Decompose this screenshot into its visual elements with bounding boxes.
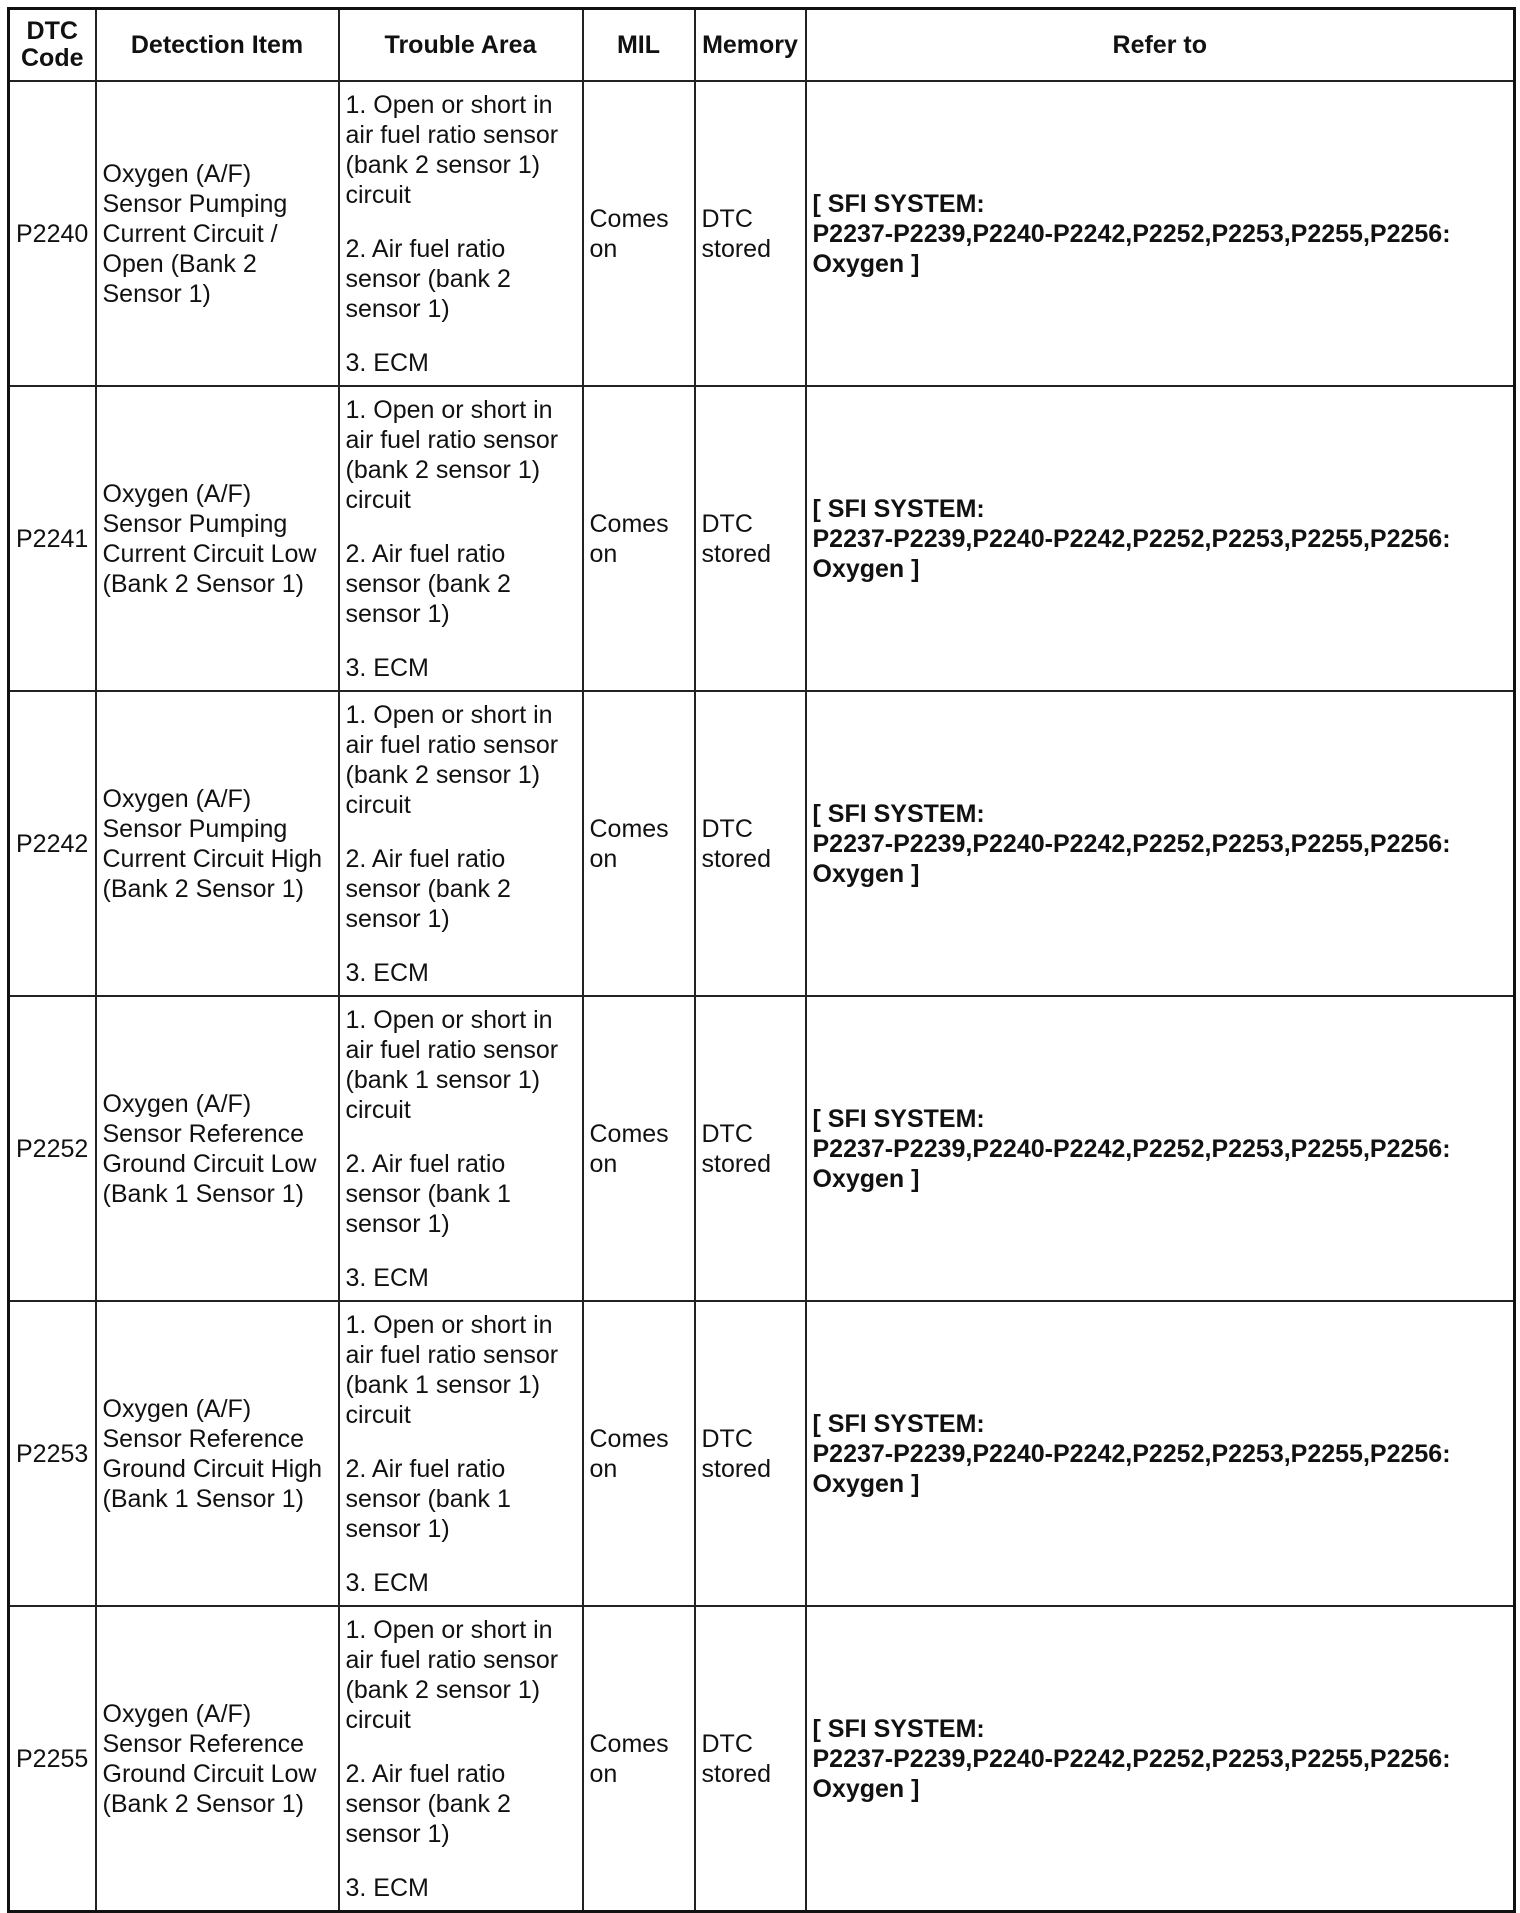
header-detection-item: Detection Item [96,9,339,82]
mil-cell [583,691,695,996]
trouble-item-2-line: sensor (bank 2 [345,264,511,293]
trouble-item-1-line: 1. Open or short in [345,395,553,424]
trouble-item-1-line: air fuel ratio sensor [345,730,559,759]
memory-cell [695,1606,806,1912]
trouble-item-2-line: sensor 1) [345,1514,450,1543]
refer-to-cell [806,996,1515,1301]
trouble-item-3: 3. ECM [345,1873,429,1902]
trouble-item-2-line: sensor 1) [345,1819,450,1848]
trouble-item-1-line: (bank 1 sensor 1) [345,1065,541,1094]
mil-cell [583,81,695,386]
trouble-item-1-line: air fuel ratio sensor [345,1645,559,1674]
dtc-code-cell: P2240 [9,81,96,386]
refer-link-line: P2237-P2239,P2240-P2242,P2252,P2253,P2255,P2256: [812,1439,1451,1468]
trouble-item-1-line: air fuel ratio sensor [345,425,559,454]
mil-line: on [589,234,618,263]
memory-line: stored [701,844,771,873]
mil-line: Comes [589,509,669,538]
detection-line: Sensor Pumping [102,509,288,538]
mil-line: Comes [589,814,669,843]
detection-line: Oxygen (A/F) [102,159,252,188]
refer-link-line: [ SFI SYSTEM: [812,189,985,218]
refer-link-line: [ SFI SYSTEM: [812,494,985,523]
mil-line: on [589,1759,618,1788]
trouble-item-2-line: sensor 1) [345,599,450,628]
refer-link-line: P2237-P2239,P2240-P2242,P2252,P2253,P2255,P2256: [812,1744,1451,1773]
refer-link-line: P2237-P2239,P2240-P2242,P2252,P2253,P2255,P2256: [812,1134,1451,1163]
trouble-item-1-line: (bank 2 sensor 1) [345,760,541,789]
trouble-item-1-line: 1. Open or short in [345,1005,553,1034]
header-code-line1: DTC [26,17,78,45]
dtc-code-cell: P2253 [9,1301,96,1606]
table-row [9,1301,1515,1606]
detection-line: (Bank 1 Sensor 1) [102,1484,304,1513]
memory-cell [695,386,806,691]
detection-line: Ground Circuit Low [102,1759,317,1788]
refer-to-cell [806,1606,1515,1912]
table-header-row [9,9,1515,82]
mil-cell [583,1606,695,1912]
memory-line: DTC [701,1119,753,1148]
refer-link-line: [ SFI SYSTEM: [812,1714,985,1743]
detection-item-cell [96,1606,339,1912]
trouble-item-3: 3. ECM [345,1263,429,1292]
detection-line: Current Circuit High [102,844,323,873]
memory-line: stored [701,539,771,568]
detection-line: Sensor Reference [102,1424,305,1453]
trouble-item-1-line: 1. Open or short in [345,1615,553,1644]
refer-to-cell [806,691,1515,996]
dtc-code-cell: P2241 [9,386,96,691]
refer-to-cell [806,1301,1515,1606]
mil-line: Comes [589,1119,669,1148]
trouble-item-2-line: sensor (bank 1 [345,1484,511,1513]
detection-line: Sensor Pumping [102,189,288,218]
memory-line: DTC [701,1424,753,1453]
trouble-item-3: 3. ECM [345,653,429,682]
refer-to-cell [806,81,1515,386]
detection-line: Sensor Reference [102,1119,305,1148]
trouble-item-3: 3. ECM [345,958,429,987]
memory-line: DTC [701,1729,753,1758]
refer-link-line: Oxygen ] [812,554,920,583]
refer-link-line: [ SFI SYSTEM: [812,799,985,828]
dtc-code-cell: P2242 [9,691,96,996]
memory-cell [695,81,806,386]
trouble-item-1-line: circuit [345,1095,411,1124]
trouble-area-cell [339,386,583,691]
dtc-code-cell: P2252 [9,996,96,1301]
mil-line: Comes [589,1729,669,1758]
refer-link-line: Oxygen ] [812,1774,920,1803]
trouble-item-1-line: 1. Open or short in [345,1310,553,1339]
memory-cell [695,996,806,1301]
trouble-item-2-line: 2. Air fuel ratio [345,1759,506,1788]
trouble-item-3: 3. ECM [345,348,429,377]
mil-line: Comes [589,204,669,233]
refer-link-line: Oxygen ] [812,859,920,888]
detection-line: Current Circuit / [102,219,278,248]
mil-cell [583,386,695,691]
trouble-item-1-line: air fuel ratio sensor [345,120,559,149]
header-memory: Memory [695,9,806,82]
detection-line: Oxygen (A/F) [102,1089,252,1118]
trouble-item-2-line: 2. Air fuel ratio [345,1149,506,1178]
detection-line: Sensor 1) [102,279,211,308]
table-row [9,386,1515,691]
trouble-item-1-line: 1. Open or short in [345,90,553,119]
detection-line: Open (Bank 2 [102,249,257,278]
memory-cell [695,1301,806,1606]
mil-cell [583,996,695,1301]
detection-line: Oxygen (A/F) [102,1699,252,1728]
detection-line: Oxygen (A/F) [102,479,252,508]
table-body [9,81,1515,1912]
header-refer-to: Refer to [806,9,1515,82]
detection-item-cell [96,996,339,1301]
memory-line: DTC [701,204,753,233]
trouble-item-1-line: (bank 2 sensor 1) [345,1675,541,1704]
detection-line: (Bank 1 Sensor 1) [102,1179,304,1208]
refer-link-line: Oxygen ] [812,249,920,278]
table-row [9,81,1515,386]
trouble-item-2-line: 2. Air fuel ratio [345,844,506,873]
trouble-item-2-line: sensor 1) [345,904,450,933]
mil-line: on [589,844,618,873]
detection-line: Oxygen (A/F) [102,784,252,813]
refer-to-cell [806,386,1515,691]
trouble-item-2-line: 2. Air fuel ratio [345,539,506,568]
detection-line: (Bank 2 Sensor 1) [102,1789,304,1818]
header-trouble-area: Trouble Area [339,9,583,82]
header-dtc-code [9,9,96,82]
trouble-item-1-line: (bank 2 sensor 1) [345,150,541,179]
trouble-item-2-line: sensor (bank 2 [345,1789,511,1818]
refer-link-line: Oxygen ] [812,1469,920,1498]
refer-link-line: [ SFI SYSTEM: [812,1104,985,1133]
trouble-item-1-line: 1. Open or short in [345,700,553,729]
trouble-item-2-line: 2. Air fuel ratio [345,1454,506,1483]
dtc-code-cell: P2255 [9,1606,96,1912]
trouble-area-cell [339,1606,583,1912]
table-row [9,691,1515,996]
memory-line: stored [701,1759,771,1788]
trouble-item-2-line: sensor 1) [345,294,450,323]
mil-line: on [589,1149,618,1178]
trouble-item-2-line: sensor (bank 2 [345,874,511,903]
detection-line: Ground Circuit Low [102,1149,317,1178]
trouble-item-1-line: air fuel ratio sensor [345,1035,559,1064]
trouble-item-1-line: circuit [345,180,411,209]
trouble-item-2-line: sensor 1) [345,1209,450,1238]
detection-line: (Bank 2 Sensor 1) [102,874,304,903]
detection-line: Sensor Reference [102,1729,305,1758]
trouble-item-2-line: 2. Air fuel ratio [345,234,506,263]
refer-link-line: P2237-P2239,P2240-P2242,P2252,P2253,P2255,P2256: [812,524,1451,553]
memory-line: DTC [701,509,753,538]
memory-line: stored [701,1454,771,1483]
refer-link-line: P2237-P2239,P2240-P2242,P2252,P2253,P2255,P2256: [812,219,1451,248]
trouble-area-cell [339,691,583,996]
trouble-area-cell [339,1301,583,1606]
refer-link-line: Oxygen ] [812,1164,920,1193]
trouble-area-cell [339,81,583,386]
header-mil: MIL [583,9,695,82]
trouble-item-1-line: (bank 1 sensor 1) [345,1370,541,1399]
detection-line: (Bank 2 Sensor 1) [102,569,304,598]
header-code-line2: Code [21,44,84,72]
table-row [9,1606,1515,1912]
trouble-item-1-line: circuit [345,485,411,514]
detection-item-cell [96,1301,339,1606]
detection-item-cell [96,386,339,691]
table-row [9,996,1515,1301]
trouble-item-1-line: circuit [345,790,411,819]
dtc-table [7,7,1516,1913]
trouble-item-1-line: circuit [345,1705,411,1734]
detection-line: Ground Circuit High [102,1454,323,1483]
trouble-item-1-line: air fuel ratio sensor [345,1340,559,1369]
mil-line: on [589,539,618,568]
trouble-area-cell [339,996,583,1301]
detection-line: Oxygen (A/F) [102,1394,252,1423]
memory-line: stored [701,234,771,263]
detection-item-cell [96,691,339,996]
trouble-item-2-line: sensor (bank 2 [345,569,511,598]
refer-link-line: P2237-P2239,P2240-P2242,P2252,P2253,P2255,P2256: [812,829,1451,858]
memory-line: stored [701,1149,771,1178]
trouble-item-1-line: circuit [345,1400,411,1429]
mil-line: on [589,1454,618,1483]
refer-link-line: [ SFI SYSTEM: [812,1409,985,1438]
memory-line: DTC [701,814,753,843]
mil-cell [583,1301,695,1606]
detection-item-cell [96,81,339,386]
memory-cell [695,691,806,996]
detection-line: Sensor Pumping [102,814,288,843]
detection-line: Current Circuit Low [102,539,317,568]
trouble-item-3: 3. ECM [345,1568,429,1597]
mil-line: Comes [589,1424,669,1453]
trouble-item-2-line: sensor (bank 1 [345,1179,511,1208]
trouble-item-1-line: (bank 2 sensor 1) [345,455,541,484]
